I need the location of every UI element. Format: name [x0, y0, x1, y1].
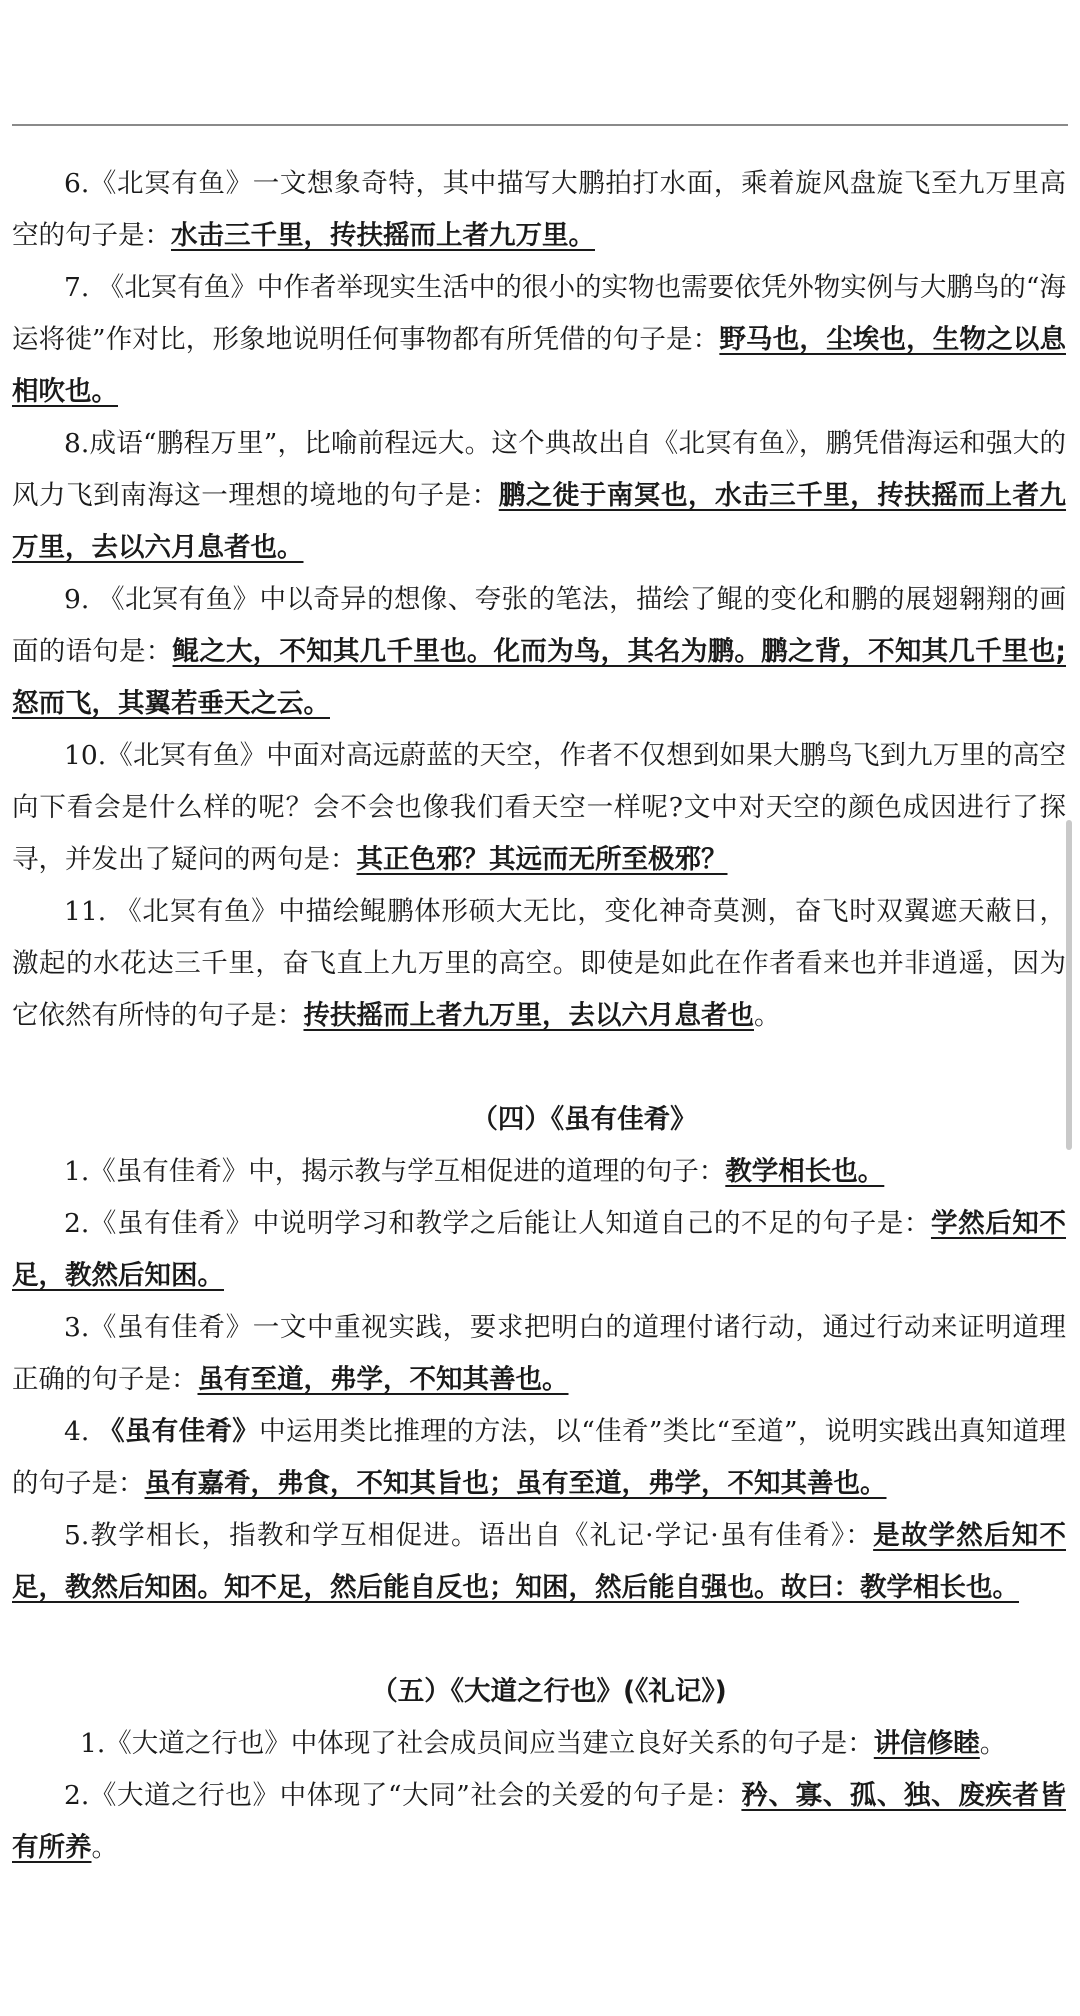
question-item	[12, 1770, 1066, 1874]
scrollbar-thumb[interactable]	[1066, 820, 1072, 1150]
answer-text: 学然后知不足，教然后知困。	[12, 1208, 1066, 1291]
answer-text: 矜、寡、孤、独、废疾者皆有所养	[12, 1780, 1066, 1863]
answer-tail: 。	[91, 1832, 118, 1863]
question-item	[12, 418, 1066, 574]
question-number: 4.	[64, 1416, 90, 1447]
question-text: 8.成语“鹏程万里”，比喻前程远大。这个典故出自《北冥有鱼》，鹏凭借海运和强大的风力飞到南海这一理想的境地的句子是：	[12, 428, 1066, 511]
answer-text: 抟扶摇而上者九万里，去以六月息者也	[303, 1000, 754, 1031]
answer-text: 鲲之大，不知其几千里也。化而为鸟，其名为鹏。鹏之背，不知其几千里也;怒而飞，其翼若垂天之云。	[12, 636, 1066, 719]
question-item	[12, 1718, 1066, 1770]
answer-text: 其正色邪？其远而无所至极邪？	[356, 844, 728, 875]
question-text: 9. 《北冥有鱼》中以奇异的想像、夸张的笔法，描绘了鲲的变化和鹏的展翅翱翔的画面的语句是：	[12, 584, 1066, 667]
answer-tail: 。	[754, 1000, 781, 1031]
question-item	[12, 886, 1066, 1042]
question-text: 5.教学相长，指教和学互相促进。语出自《礼记·学记·虽有佳肴》：	[64, 1520, 874, 1551]
question-text: 6.《北冥有鱼》一文想象奇特，其中描写大鹏拍打水面，乘着旋风盘旋飞至九万里高空的句子是：	[12, 168, 1066, 251]
question-text: 2.《虽有佳肴》中说明学习和教学之后能让人知道自己的不足的句子是：	[64, 1208, 931, 1239]
question-item	[12, 574, 1066, 730]
question-text: 10.《北冥有鱼》中面对高远蔚蓝的天空，作者不仅想到如果大鹏鸟飞到九万里的高空向下看会是什么样的呢？会不会也像我们看天空一样呢?文中对天空的颜色成因进行了探寻，并发出了疑问的两句是：	[12, 740, 1066, 875]
section-spacer	[12, 1042, 1066, 1094]
question-text: 1.《虽有佳肴》中，揭示教与学互相促进的道理的句子：	[64, 1156, 726, 1187]
document-page	[12, 158, 1066, 1874]
question-item	[12, 1146, 1066, 1198]
question-text: 11. 《北冥有鱼》中描绘鲲鹏体形硕大无比，变化神奇莫测，奋飞时双翼遮天蔽日，激起的水花达三千里，奋飞直上九万里的高空。即使是如此在作者看来也并非逍遥，因为它依然有所恃的句子是：	[12, 896, 1066, 1031]
answer-tail: 。	[979, 1728, 1007, 1759]
question-text: 1.《大道之行也》中体现了社会成员间应当建立良好关系的句子是：	[80, 1728, 874, 1759]
question-text: 7. 《北冥有鱼》中作者举现实生活中的很小的实物也需要依凭外物实例与大鹏鸟的“海运将徙”作对比，形象地说明任何事物都有所凭借的句子是：	[12, 272, 1066, 355]
answer-text: 讲信修睦	[873, 1728, 980, 1759]
question-item	[12, 730, 1066, 886]
section-spacer	[12, 1614, 1066, 1666]
answer-text: 虽有至道，弗学，不知其善也。	[197, 1364, 569, 1395]
answer-text: 虽有嘉肴，弗食，不知其旨也；虽有至道，弗学，不知其善也。	[144, 1468, 887, 1499]
answer-text: 鹏之徙于南冥也，水击三千里，抟扶摇而上者九万里，去以六月息者也。	[12, 480, 1067, 563]
question-text: 中运用类比推理的方法，以“佳肴”类比“至道”，说明实践出真知道理的句子是：	[12, 1416, 1066, 1499]
answer-text: 是故学然后知不足，教然后知困。知不足，然后能自反也；知困，然后能自强也。故曰：教学相长也。	[12, 1520, 1066, 1603]
question-item	[12, 158, 1066, 262]
header-divider	[12, 124, 1068, 126]
question-item	[12, 1302, 1066, 1406]
section-title: （五）《大道之行也》(《礼记》)	[371, 1676, 727, 1707]
question-item	[12, 1198, 1066, 1302]
question-title-bold: 《虽有佳肴》	[98, 1416, 260, 1447]
question-text: 2.《大道之行也》中体现了“大同”社会的关爱的句子是：	[64, 1780, 742, 1811]
question-item	[12, 1406, 1066, 1510]
question-item	[12, 1510, 1066, 1614]
answer-text: 水击三千里，抟扶摇而上者九万里。	[171, 220, 595, 251]
section-title: （四）《虽有佳肴》	[471, 1104, 697, 1135]
answer-text: 野马也，尘埃也，生物之以息相吹也。	[12, 324, 1066, 407]
question-text: 3.《虽有佳肴》一文中重视实践，要求把明白的道理付诸行动，通过行动来证明道理正确的句子是：	[12, 1312, 1066, 1395]
question-item	[12, 262, 1066, 418]
answer-text: 教学相长也。	[725, 1156, 885, 1187]
